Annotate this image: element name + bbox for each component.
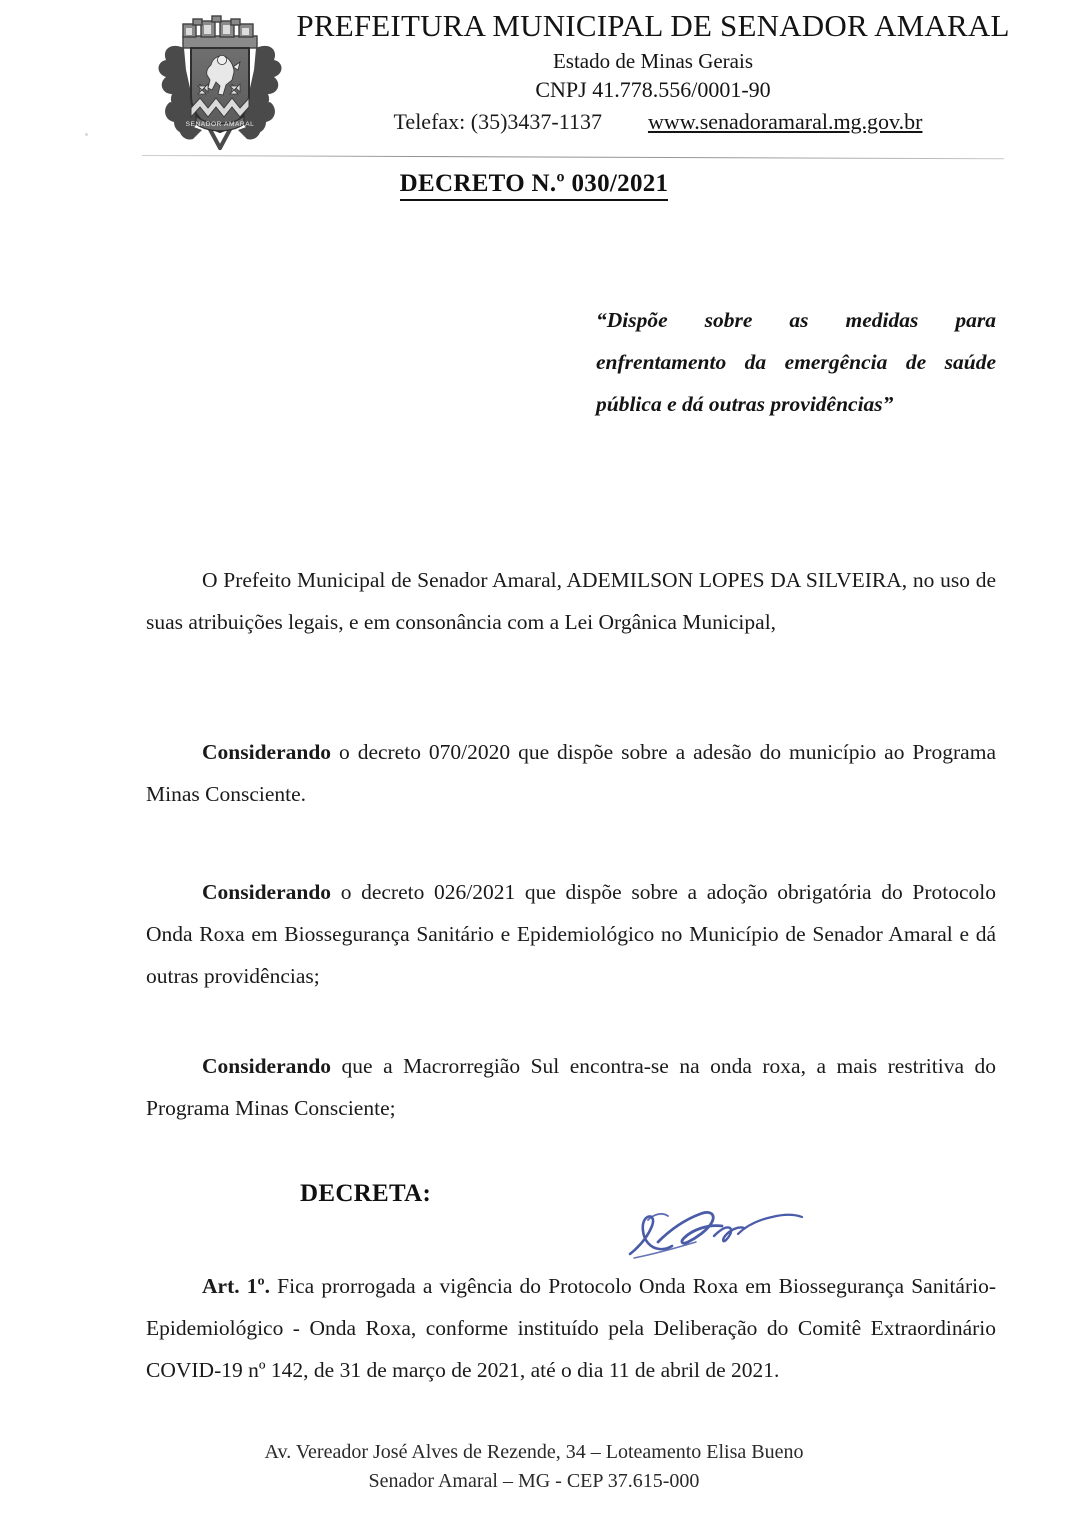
considerando-text: o decreto 070/2020 que dispõe sobre a adesão do município ao Programa Minas Consciente.: [146, 740, 996, 806]
website-link[interactable]: www.senadoramaral.mg.gov.br: [647, 108, 923, 134]
article-paragraph: [146, 1266, 996, 1392]
scan-artifact: [85, 133, 88, 136]
considerando-lead: Considerando: [202, 1054, 332, 1078]
header-text-block: [296, 8, 1010, 136]
decree-title-text: DECRETO N.º 030/2021: [400, 170, 669, 201]
contact-row: [296, 108, 1010, 137]
decree-epigraph: “Dispõe sobre as medidas para enfrentamento da emergência de saúde pública e dá outras providências”: [596, 308, 996, 416]
preamble-text: O Prefeito Municipal de Senador Amaral, ADEMILSON LOPES DA SILVEIRA, no uso de suas atribuições legais, e em consonância com a Lei Orgânica Municipal,: [146, 568, 996, 634]
telefax-line: Telefax: (35)3437-1137: [393, 108, 602, 134]
considerando-lead: Considerando: [202, 880, 332, 904]
handwritten-signature-icon: [618, 1196, 818, 1272]
decreta-heading: DECRETA:: [300, 1180, 432, 1207]
considerando-text: o decreto 026/2021 que dispõe sobre a adoção obrigatória do Protocolo Onda Roxa em Biossegurança Sanitário e Epidemiológico no Município de Senador Amaral e dá outras providências;: [146, 880, 996, 988]
document-header: [150, 8, 1010, 148]
footer-address-line-2: Senador Amaral – MG - CEP 37.615-000: [368, 1470, 700, 1492]
article-text: Fica prorrogada a vigência do Protocolo Onda Roxa em Biossegurança Sanitário-Epidemiológico - Onda Roxa, conforme instituído pela Deliberação do Comitê Extraordinário COVID-19 nº 142, de 31 de março de 2021, até o dia 11 de abril de 2021.: [146, 1274, 997, 1382]
considerando-text: que a Macrorregião Sul encontra-se na onda roxa, a mais restritiva do Programa Minas Consciente;: [146, 1054, 996, 1120]
considerando-paragraph: [146, 732, 996, 816]
municipal-coat-of-arms-icon: [150, 10, 290, 158]
state-subtitle: Estado de Minas Gerais: [552, 48, 754, 73]
cnpj-line: CNPJ 41.778.556/0001-90: [535, 76, 771, 102]
article-lead: Art. 1º.: [202, 1274, 270, 1298]
footer-address-line-1: Av. Vereador José Alves de Rezende, 34 – Loteamento Elisa Bueno: [264, 1441, 804, 1463]
svg-text:SENADOR AMARAL: SENADOR AMARAL: [185, 121, 255, 128]
considerando-paragraph: [146, 872, 996, 998]
organization-title: PREFEITURA MUNICIPAL DE SENADOR AMARAL: [296, 8, 1010, 43]
preamble-paragraph: [146, 560, 996, 644]
page-title: [0, 170, 1068, 198]
considerando-paragraph: [146, 1046, 996, 1130]
document-footer: [0, 1438, 1068, 1496]
considerando-lead: Considerando: [202, 740, 332, 764]
